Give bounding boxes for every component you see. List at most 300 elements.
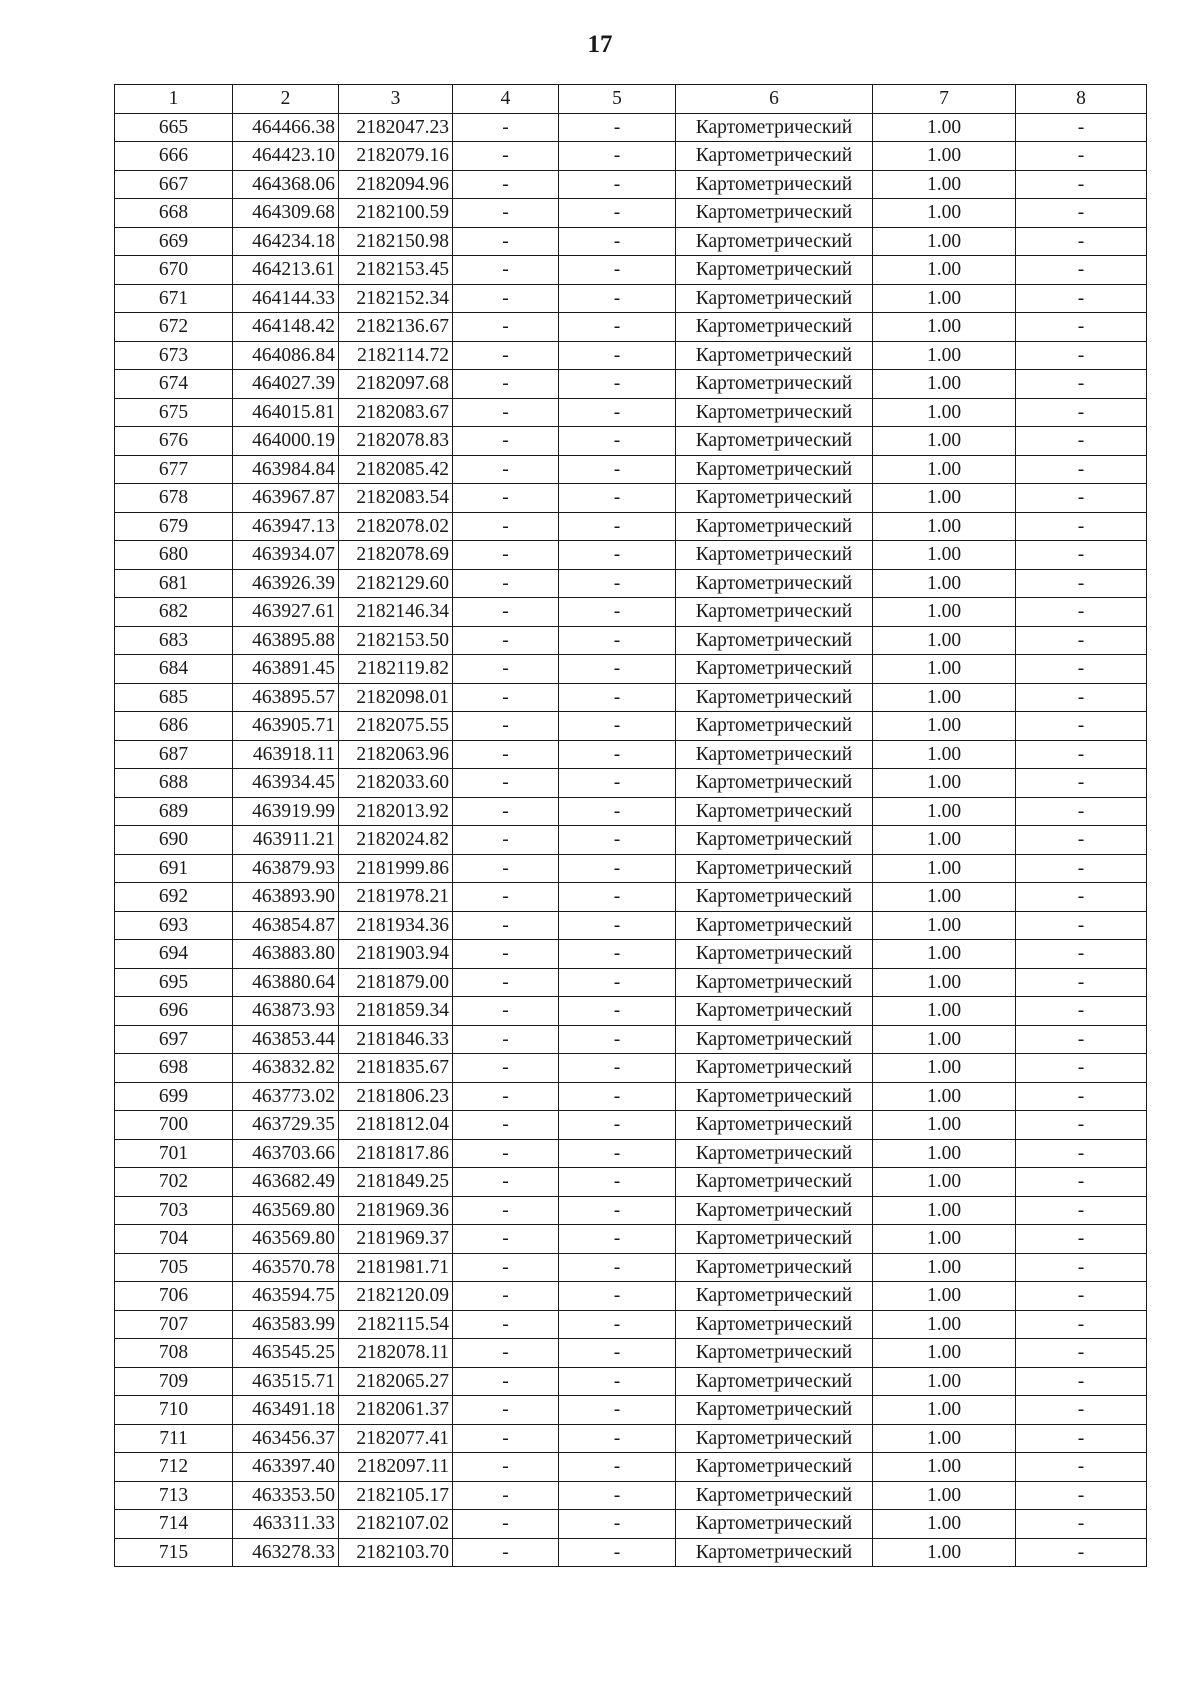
column-4-cell: - <box>453 256 559 285</box>
y-coordinate-cell: 2182061.37 <box>339 1396 453 1425</box>
point-number-cell: 702 <box>115 1168 233 1197</box>
method-cell: Картометрический <box>676 712 873 741</box>
column-8-cell: - <box>1016 398 1147 427</box>
column-4-cell: - <box>453 569 559 598</box>
column-8-cell: - <box>1016 142 1147 171</box>
point-number-cell: 715 <box>115 1538 233 1567</box>
accuracy-cell: 1.00 <box>873 1025 1016 1054</box>
accuracy-cell: 1.00 <box>873 1510 1016 1539</box>
column-5-cell: - <box>559 712 676 741</box>
method-cell: Картометрический <box>676 1396 873 1425</box>
column-5-cell: - <box>559 541 676 570</box>
accuracy-cell: 1.00 <box>873 370 1016 399</box>
accuracy-cell: 1.00 <box>873 655 1016 684</box>
column-4-cell: - <box>453 826 559 855</box>
y-coordinate-cell: 2181934.36 <box>339 911 453 940</box>
column-5-cell: - <box>559 1253 676 1282</box>
accuracy-cell: 1.00 <box>873 1310 1016 1339</box>
table-row <box>115 1282 1147 1311</box>
x-coordinate-cell: 463879.93 <box>233 854 339 883</box>
column-header: 2 <box>233 85 339 114</box>
method-cell: Картометрический <box>676 569 873 598</box>
method-cell: Картометрический <box>676 883 873 912</box>
method-cell: Картометрический <box>676 1025 873 1054</box>
accuracy-cell: 1.00 <box>873 142 1016 171</box>
header-row <box>115 85 1147 114</box>
method-cell: Картометрический <box>676 1139 873 1168</box>
y-coordinate-cell: 2182129.60 <box>339 569 453 598</box>
column-8-cell: - <box>1016 569 1147 598</box>
point-number-cell: 690 <box>115 826 233 855</box>
column-8-cell: - <box>1016 199 1147 228</box>
column-4-cell: - <box>453 1367 559 1396</box>
accuracy-cell: 1.00 <box>873 883 1016 912</box>
accuracy-cell: 1.00 <box>873 1082 1016 1111</box>
point-number-cell: 685 <box>115 683 233 712</box>
column-header: 6 <box>676 85 873 114</box>
method-cell: Картометрический <box>676 484 873 513</box>
x-coordinate-cell: 463491.18 <box>233 1396 339 1425</box>
column-5-cell: - <box>559 997 676 1026</box>
column-4-cell: - <box>453 427 559 456</box>
column-4-cell: - <box>453 484 559 513</box>
table-row <box>115 199 1147 228</box>
x-coordinate-cell: 463832.82 <box>233 1054 339 1083</box>
column-8-cell: - <box>1016 1025 1147 1054</box>
method-cell: Картометрический <box>676 968 873 997</box>
table-row <box>115 683 1147 712</box>
point-number-cell: 672 <box>115 313 233 342</box>
table-row <box>115 797 1147 826</box>
column-5-cell: - <box>559 1339 676 1368</box>
column-5-cell: - <box>559 1538 676 1567</box>
x-coordinate-cell: 463947.13 <box>233 512 339 541</box>
method-cell: Картометрический <box>676 1082 873 1111</box>
accuracy-cell: 1.00 <box>873 1253 1016 1282</box>
accuracy-cell: 1.00 <box>873 826 1016 855</box>
column-5-cell: - <box>559 1054 676 1083</box>
method-cell: Картометрический <box>676 1481 873 1510</box>
y-coordinate-cell: 2182078.02 <box>339 512 453 541</box>
column-4-cell: - <box>453 1139 559 1168</box>
column-4-cell: - <box>453 626 559 655</box>
point-number-cell: 666 <box>115 142 233 171</box>
column-5-cell: - <box>559 968 676 997</box>
column-5-cell: - <box>559 398 676 427</box>
column-4-cell: - <box>453 1396 559 1425</box>
table-row <box>115 826 1147 855</box>
y-coordinate-cell: 2181969.37 <box>339 1225 453 1254</box>
table-row <box>115 1111 1147 1140</box>
method-cell: Картометрический <box>676 1054 873 1083</box>
column-5-cell: - <box>559 626 676 655</box>
column-8-cell: - <box>1016 1339 1147 1368</box>
column-8-cell: - <box>1016 341 1147 370</box>
x-coordinate-cell: 463891.45 <box>233 655 339 684</box>
x-coordinate-cell: 463934.07 <box>233 541 339 570</box>
column-5-cell: - <box>559 911 676 940</box>
x-coordinate-cell: 463919.99 <box>233 797 339 826</box>
x-coordinate-cell: 463927.61 <box>233 598 339 627</box>
point-number-cell: 703 <box>115 1196 233 1225</box>
x-coordinate-cell: 463911.21 <box>233 826 339 855</box>
y-coordinate-cell: 2182047.23 <box>339 113 453 142</box>
accuracy-cell: 1.00 <box>873 1367 1016 1396</box>
table-row <box>115 484 1147 513</box>
accuracy-cell: 1.00 <box>873 854 1016 883</box>
accuracy-cell: 1.00 <box>873 541 1016 570</box>
point-number-cell: 706 <box>115 1282 233 1311</box>
table-row <box>115 1424 1147 1453</box>
column-5-cell: - <box>559 1196 676 1225</box>
column-4-cell: - <box>453 113 559 142</box>
column-4-cell: - <box>453 170 559 199</box>
method-cell: Картометрический <box>676 1510 873 1539</box>
column-4-cell: - <box>453 883 559 912</box>
x-coordinate-cell: 463682.49 <box>233 1168 339 1197</box>
x-coordinate-cell: 464000.19 <box>233 427 339 456</box>
accuracy-cell: 1.00 <box>873 1225 1016 1254</box>
table-row <box>115 427 1147 456</box>
accuracy-cell: 1.00 <box>873 1196 1016 1225</box>
point-number-cell: 688 <box>115 769 233 798</box>
column-4-cell: - <box>453 968 559 997</box>
column-4-cell: - <box>453 655 559 684</box>
column-8-cell: - <box>1016 1168 1147 1197</box>
column-header: 1 <box>115 85 233 114</box>
accuracy-cell: 1.00 <box>873 1396 1016 1425</box>
point-number-cell: 678 <box>115 484 233 513</box>
x-coordinate-cell: 463853.44 <box>233 1025 339 1054</box>
column-4-cell: - <box>453 313 559 342</box>
column-5-cell: - <box>559 113 676 142</box>
table-row <box>115 1054 1147 1083</box>
point-number-cell: 704 <box>115 1225 233 1254</box>
column-5-cell: - <box>559 1082 676 1111</box>
column-8-cell: - <box>1016 1510 1147 1539</box>
column-8-cell: - <box>1016 1054 1147 1083</box>
point-number-cell: 705 <box>115 1253 233 1282</box>
y-coordinate-cell: 2182115.54 <box>339 1310 453 1339</box>
table-row <box>115 997 1147 1026</box>
x-coordinate-cell: 463934.45 <box>233 769 339 798</box>
accuracy-cell: 1.00 <box>873 427 1016 456</box>
method-cell: Картометрический <box>676 911 873 940</box>
column-5-cell: - <box>559 740 676 769</box>
column-5-cell: - <box>559 854 676 883</box>
point-number-cell: 708 <box>115 1339 233 1368</box>
y-coordinate-cell: 2182146.34 <box>339 598 453 627</box>
accuracy-cell: 1.00 <box>873 113 1016 142</box>
column-8-cell: - <box>1016 1538 1147 1567</box>
column-8-cell: - <box>1016 455 1147 484</box>
column-4-cell: - <box>453 284 559 313</box>
column-4-cell: - <box>453 1253 559 1282</box>
accuracy-cell: 1.00 <box>873 341 1016 370</box>
point-number-cell: 667 <box>115 170 233 199</box>
column-5-cell: - <box>559 1424 676 1453</box>
point-number-cell: 670 <box>115 256 233 285</box>
table-row <box>115 1082 1147 1111</box>
y-coordinate-cell: 2182098.01 <box>339 683 453 712</box>
column-4-cell: - <box>453 512 559 541</box>
x-coordinate-cell: 464015.81 <box>233 398 339 427</box>
x-coordinate-cell: 463895.88 <box>233 626 339 655</box>
point-number-cell: 677 <box>115 455 233 484</box>
method-cell: Картометрический <box>676 655 873 684</box>
point-number-cell: 701 <box>115 1139 233 1168</box>
y-coordinate-cell: 2182119.82 <box>339 655 453 684</box>
column-4-cell: - <box>453 997 559 1026</box>
method-cell: Картометрический <box>676 1282 873 1311</box>
point-number-cell: 699 <box>115 1082 233 1111</box>
point-number-cell: 679 <box>115 512 233 541</box>
x-coordinate-cell: 463594.75 <box>233 1282 339 1311</box>
point-number-cell: 707 <box>115 1310 233 1339</box>
column-8-cell: - <box>1016 1082 1147 1111</box>
column-4-cell: - <box>453 398 559 427</box>
column-4-cell: - <box>453 1082 559 1111</box>
x-coordinate-cell: 463918.11 <box>233 740 339 769</box>
column-5-cell: - <box>559 170 676 199</box>
column-5-cell: - <box>559 1310 676 1339</box>
column-8-cell: - <box>1016 997 1147 1026</box>
point-number-cell: 712 <box>115 1453 233 1482</box>
y-coordinate-cell: 2182079.16 <box>339 142 453 171</box>
column-8-cell: - <box>1016 626 1147 655</box>
accuracy-cell: 1.00 <box>873 1453 1016 1482</box>
column-5-cell: - <box>559 940 676 969</box>
y-coordinate-cell: 2181806.23 <box>339 1082 453 1111</box>
x-coordinate-cell: 463880.64 <box>233 968 339 997</box>
column-5-cell: - <box>559 1510 676 1539</box>
point-number-cell: 691 <box>115 854 233 883</box>
point-number-cell: 700 <box>115 1111 233 1140</box>
y-coordinate-cell: 2182153.50 <box>339 626 453 655</box>
y-coordinate-cell: 2182150.98 <box>339 227 453 256</box>
point-number-cell: 694 <box>115 940 233 969</box>
accuracy-cell: 1.00 <box>873 769 1016 798</box>
column-4-cell: - <box>453 1481 559 1510</box>
method-cell: Картометрический <box>676 370 873 399</box>
column-4-cell: - <box>453 854 559 883</box>
column-5-cell: - <box>559 427 676 456</box>
method-cell: Картометрический <box>676 170 873 199</box>
accuracy-cell: 1.00 <box>873 170 1016 199</box>
column-8-cell: - <box>1016 1481 1147 1510</box>
x-coordinate-cell: 464144.33 <box>233 284 339 313</box>
table-row <box>115 1510 1147 1539</box>
y-coordinate-cell: 2182065.27 <box>339 1367 453 1396</box>
column-4-cell: - <box>453 911 559 940</box>
column-5-cell: - <box>559 1111 676 1140</box>
column-5-cell: - <box>559 1481 676 1510</box>
column-8-cell: - <box>1016 797 1147 826</box>
y-coordinate-cell: 2182114.72 <box>339 341 453 370</box>
column-5-cell: - <box>559 313 676 342</box>
y-coordinate-cell: 2182103.70 <box>339 1538 453 1567</box>
accuracy-cell: 1.00 <box>873 455 1016 484</box>
table-row <box>115 740 1147 769</box>
accuracy-cell: 1.00 <box>873 1538 1016 1567</box>
column-8-cell: - <box>1016 170 1147 199</box>
column-8-cell: - <box>1016 484 1147 513</box>
column-5-cell: - <box>559 1025 676 1054</box>
x-coordinate-cell: 463570.78 <box>233 1253 339 1282</box>
column-5-cell: - <box>559 341 676 370</box>
column-header: 5 <box>559 85 676 114</box>
column-8-cell: - <box>1016 313 1147 342</box>
x-coordinate-cell: 464368.06 <box>233 170 339 199</box>
method-cell: Картометрический <box>676 1225 873 1254</box>
column-4-cell: - <box>453 227 559 256</box>
point-number-cell: 671 <box>115 284 233 313</box>
column-8-cell: - <box>1016 712 1147 741</box>
column-5-cell: - <box>559 1225 676 1254</box>
accuracy-cell: 1.00 <box>873 284 1016 313</box>
method-cell: Картометрический <box>676 199 873 228</box>
column-8-cell: - <box>1016 911 1147 940</box>
accuracy-cell: 1.00 <box>873 626 1016 655</box>
column-8-cell: - <box>1016 541 1147 570</box>
method-cell: Картометрический <box>676 113 873 142</box>
y-coordinate-cell: 2182085.42 <box>339 455 453 484</box>
accuracy-cell: 1.00 <box>873 1139 1016 1168</box>
column-4-cell: - <box>453 1196 559 1225</box>
column-4-cell: - <box>453 1282 559 1311</box>
y-coordinate-cell: 2181812.04 <box>339 1111 453 1140</box>
y-coordinate-cell: 2182078.83 <box>339 427 453 456</box>
point-number-cell: 711 <box>115 1424 233 1453</box>
point-number-cell: 675 <box>115 398 233 427</box>
x-coordinate-cell: 463967.87 <box>233 484 339 513</box>
column-8-cell: - <box>1016 1453 1147 1482</box>
column-4-cell: - <box>453 341 559 370</box>
column-5-cell: - <box>559 1367 676 1396</box>
x-coordinate-cell: 464086.84 <box>233 341 339 370</box>
point-number-cell: 668 <box>115 199 233 228</box>
x-coordinate-cell: 463773.02 <box>233 1082 339 1111</box>
column-5-cell: - <box>559 227 676 256</box>
table-row <box>115 541 1147 570</box>
accuracy-cell: 1.00 <box>873 997 1016 1026</box>
method-cell: Картометрический <box>676 541 873 570</box>
column-5-cell: - <box>559 769 676 798</box>
table-row <box>115 712 1147 741</box>
table-row <box>115 968 1147 997</box>
accuracy-cell: 1.00 <box>873 227 1016 256</box>
column-8-cell: - <box>1016 227 1147 256</box>
column-4-cell: - <box>453 1510 559 1539</box>
table-row <box>115 1310 1147 1339</box>
column-4-cell: - <box>453 541 559 570</box>
column-5-cell: - <box>559 284 676 313</box>
table-row <box>115 655 1147 684</box>
y-coordinate-cell: 2181835.67 <box>339 1054 453 1083</box>
column-5-cell: - <box>559 569 676 598</box>
method-cell: Картометрический <box>676 740 873 769</box>
y-coordinate-cell: 2182152.34 <box>339 284 453 313</box>
x-coordinate-cell: 463456.37 <box>233 1424 339 1453</box>
table-row <box>115 598 1147 627</box>
column-8-cell: - <box>1016 113 1147 142</box>
column-4-cell: - <box>453 1225 559 1254</box>
x-coordinate-cell: 463883.80 <box>233 940 339 969</box>
column-header: 7 <box>873 85 1016 114</box>
x-coordinate-cell: 463895.57 <box>233 683 339 712</box>
point-number-cell: 681 <box>115 569 233 598</box>
column-4-cell: - <box>453 370 559 399</box>
column-8-cell: - <box>1016 1424 1147 1453</box>
accuracy-cell: 1.00 <box>873 313 1016 342</box>
table-row <box>115 1168 1147 1197</box>
x-coordinate-cell: 463926.39 <box>233 569 339 598</box>
point-number-cell: 695 <box>115 968 233 997</box>
column-4-cell: - <box>453 1538 559 1567</box>
table-row <box>115 1253 1147 1282</box>
column-4-cell: - <box>453 1168 559 1197</box>
column-4-cell: - <box>453 1054 559 1083</box>
table-row <box>115 142 1147 171</box>
y-coordinate-cell: 2181978.21 <box>339 883 453 912</box>
x-coordinate-cell: 463873.93 <box>233 997 339 1026</box>
x-coordinate-cell: 463703.66 <box>233 1139 339 1168</box>
method-cell: Картометрический <box>676 626 873 655</box>
x-coordinate-cell: 464309.68 <box>233 199 339 228</box>
column-5-cell: - <box>559 683 676 712</box>
point-number-cell: 693 <box>115 911 233 940</box>
column-8-cell: - <box>1016 883 1147 912</box>
column-8-cell: - <box>1016 1196 1147 1225</box>
table-row <box>115 1225 1147 1254</box>
column-4-cell: - <box>453 598 559 627</box>
column-4-cell: - <box>453 1424 559 1453</box>
column-8-cell: - <box>1016 1310 1147 1339</box>
column-4-cell: - <box>453 455 559 484</box>
method-cell: Картометрический <box>676 1424 873 1453</box>
point-number-cell: 714 <box>115 1510 233 1539</box>
column-8-cell: - <box>1016 1253 1147 1282</box>
page-number: 17 <box>587 31 613 58</box>
table-row <box>115 626 1147 655</box>
column-8-cell: - <box>1016 256 1147 285</box>
column-5-cell: - <box>559 256 676 285</box>
column-4-cell: - <box>453 1339 559 1368</box>
method-cell: Картометрический <box>676 142 873 171</box>
column-5-cell: - <box>559 370 676 399</box>
table-row <box>115 940 1147 969</box>
method-cell: Картометрический <box>676 256 873 285</box>
y-coordinate-cell: 2182097.68 <box>339 370 453 399</box>
method-cell: Картометрический <box>676 797 873 826</box>
method-cell: Картометрический <box>676 598 873 627</box>
y-coordinate-cell: 2182100.59 <box>339 199 453 228</box>
x-coordinate-cell: 463515.71 <box>233 1367 339 1396</box>
column-5-cell: - <box>559 1396 676 1425</box>
table-row <box>115 854 1147 883</box>
table-row <box>115 1139 1147 1168</box>
accuracy-cell: 1.00 <box>873 683 1016 712</box>
table-row <box>115 1453 1147 1482</box>
x-coordinate-cell: 463984.84 <box>233 455 339 484</box>
point-number-cell: 689 <box>115 797 233 826</box>
y-coordinate-cell: 2181849.25 <box>339 1168 453 1197</box>
x-coordinate-cell: 464234.18 <box>233 227 339 256</box>
accuracy-cell: 1.00 <box>873 797 1016 826</box>
point-number-cell: 710 <box>115 1396 233 1425</box>
y-coordinate-cell: 2182078.11 <box>339 1339 453 1368</box>
accuracy-cell: 1.00 <box>873 1339 1016 1368</box>
